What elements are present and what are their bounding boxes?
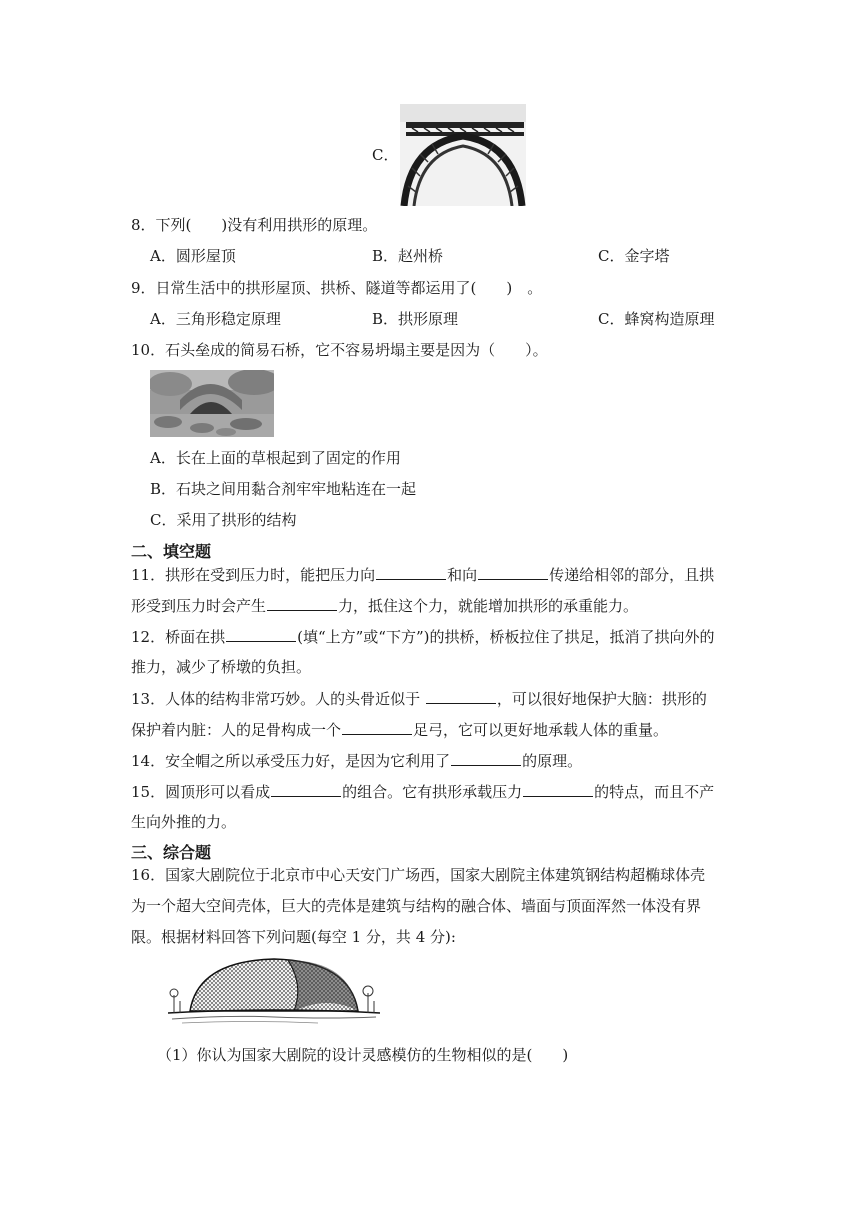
q10-option-a: A．长在上面的草根起到了固定的作用 (150, 449, 401, 467)
q11-blank-3[interactable] (267, 595, 337, 611)
q9-stem: 9．日常生活中的拱形屋顶、拱桥、隧道等都运用了( ) 。 (131, 279, 543, 297)
q11-blank-2[interactable] (478, 564, 548, 580)
q12-blank-1[interactable] (226, 626, 296, 642)
q15-blank-1[interactable] (271, 781, 341, 797)
q11-blank-1[interactable] (376, 564, 446, 580)
q15-blank-2[interactable] (523, 781, 593, 797)
q16-line-1: 16．国家大剧院位于北京市中心天安门广场西，国家大剧院主体建筑钢结构超椭球体壳 (131, 866, 706, 884)
q14-line: 14．安全帽之所以承受压力好，是因为它利用了 的原理。 (131, 752, 583, 770)
national-grand-theater-drawing (168, 955, 380, 1027)
q12-line-1: 12．桥面在拱 (填“上方”或“下方”)的拱桥，桥板拉住了拱足，抵消了拱向外的 (131, 628, 715, 646)
q9-option-b: B．拱形原理 (372, 310, 459, 328)
q11-line-2: 形受到压力时会产生 力，抵住这个力，就能增加拱形的承重能力。 (131, 597, 639, 615)
q11-line-1: 11．拱形在受到压力时，能把压力向 和向 传递给相邻的部分，且拱 (131, 566, 715, 584)
steel-arch-bridge-image (400, 104, 526, 206)
q12-line-2: 推力，减少了桥墩的负担。 (131, 658, 312, 676)
q13-blank-2[interactable] (342, 719, 412, 735)
q14-blank-1[interactable] (451, 750, 521, 766)
q8-option-b: B．赵州桥 (372, 247, 444, 265)
q8-option-c: C．金字塔 (598, 247, 670, 265)
section-comprehensive-title: 三、综合题 (131, 843, 212, 862)
q13-line-2: 保护着内脏：人的足骨构成一个 足弓，它可以更好地承载人体的重量。 (131, 721, 669, 739)
q8-option-a: A．圆形屋顶 (150, 247, 236, 265)
q7-option-c-label: C． (372, 146, 399, 164)
section-fill-in-title: 二、填空题 (131, 542, 212, 561)
q10-option-b: B．石块之间用黏合剂牢牢地粘连在一起 (150, 480, 417, 498)
q16-line-2: 为一个超大空间壳体，巨大的壳体是建筑与结构的融合体、墙面与顶面浑然一体没有界 (131, 897, 702, 915)
q15-line-1: 15．圆顶形可以看成 的组合。它有拱形承载压力 的特点，而且不产 (131, 783, 715, 801)
stone-bridge-photo (150, 370, 274, 437)
q13-blank-1[interactable] (426, 688, 496, 704)
q16-line-3: 限。根据材料回答下列问题(每空 1 分，共 4 分): (131, 928, 456, 946)
q10-option-c: C．采用了拱形的结构 (150, 511, 297, 529)
q13-line-1: 13．人体的结构非常巧妙。人的头骨近似于 ，可以很好地保护大脑：拱形的 (131, 690, 707, 708)
q15-line-2: 生向外推的力。 (131, 813, 237, 831)
q10-stem: 10．石头垒成的简易石桥，它不容易坍塌主要是因为（ ）。 (131, 341, 548, 359)
q9-option-c: C．蜂窝构造原理 (598, 310, 715, 328)
q16-sub-question-1: （1）你认为国家大剧院的设计灵感模仿的生物相似的是( ) (157, 1046, 569, 1064)
q9-option-a: A．三角形稳定原理 (150, 310, 281, 328)
q8-stem: 8．下列( )没有利用拱形的原理。 (131, 216, 378, 234)
